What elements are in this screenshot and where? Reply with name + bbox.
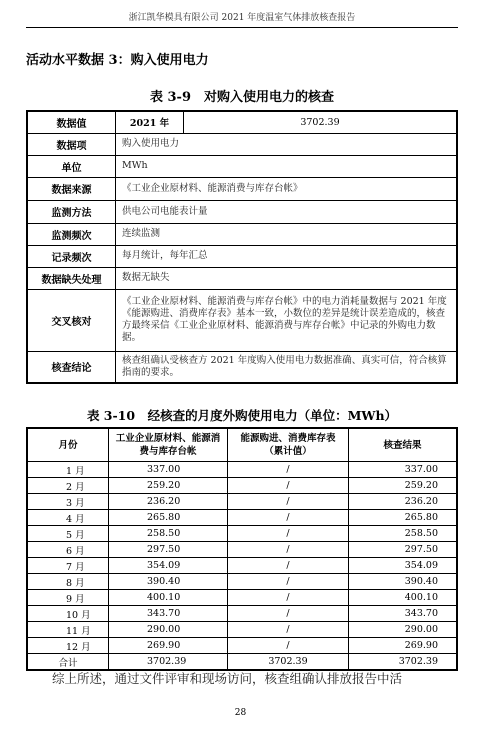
value-cell: 390.40 [109, 574, 228, 590]
value-cell: / [228, 462, 349, 478]
summary-paragraph: 综上所述，通过文件评审和现场访问，核查组确认排放报告中活 [52, 671, 403, 686]
value-cell: 337.00 [109, 462, 228, 478]
table-row [27, 351, 457, 383]
table-row [27, 133, 457, 155]
row-value: MWh [116, 155, 458, 177]
total-label: 合计 [27, 654, 109, 671]
value-cell: / [228, 478, 349, 494]
value-cell: 259.20 [349, 478, 458, 494]
row-label: 监测频次 [27, 223, 116, 245]
data-year: 2021 年 [116, 111, 184, 133]
row-value: 《工业企业原材料、能源消费与库存台帐》 [116, 177, 458, 200]
value-cell: 290.00 [109, 622, 228, 638]
value-cell: 236.20 [109, 494, 228, 510]
monthly-electricity-table [26, 427, 458, 671]
value-cell: / [228, 622, 349, 638]
month-cell: 8 月 [27, 574, 109, 590]
table-row [27, 494, 457, 510]
row-value: 购入使用电力 [116, 133, 458, 155]
table-row [27, 542, 457, 558]
table-row [27, 177, 457, 200]
month-cell: 4 月 [27, 510, 109, 526]
table-row [27, 462, 457, 478]
value-cell: 337.00 [349, 462, 458, 478]
value-cell: 400.10 [109, 590, 228, 606]
table-row [27, 200, 457, 223]
value-cell: 343.70 [349, 606, 458, 622]
row-label: 数据项 [27, 133, 116, 155]
table2-caption: 表 3-10 经核查的月度外购使用电力（单位：MWh） [86, 408, 398, 423]
row-label: 数据值 [27, 111, 116, 133]
column-header: 工业企业原材料、能源消费与库存台帐 [109, 428, 228, 462]
table-row [27, 574, 457, 590]
month-cell: 11 月 [27, 622, 109, 638]
value-cell: 400.10 [349, 590, 458, 606]
electricity-verification-table [26, 110, 458, 384]
table-row [27, 478, 457, 494]
table-row [27, 606, 457, 622]
value-cell: 297.50 [349, 542, 458, 558]
value-cell: 258.50 [109, 526, 228, 542]
value-cell: 265.80 [109, 510, 228, 526]
table-row [27, 289, 457, 351]
row-label: 交叉核对 [27, 289, 116, 351]
value-cell: / [228, 558, 349, 574]
row-label: 单位 [27, 155, 116, 177]
value-cell: 3702.39 [349, 654, 458, 671]
column-header: 能源购进、消费库存表（累计值） [228, 428, 349, 462]
value-cell: / [228, 526, 349, 542]
month-cell: 6 月 [27, 542, 109, 558]
value-cell: / [228, 510, 349, 526]
row-label: 数据缺失处理 [27, 267, 116, 289]
row-value: 每月统计，每年汇总 [116, 245, 458, 267]
value-cell: 269.90 [109, 638, 228, 654]
month-cell: 3 月 [27, 494, 109, 510]
value-cell: 390.40 [349, 574, 458, 590]
row-value: 连续监测 [116, 223, 458, 245]
column-header: 核查结果 [349, 428, 458, 462]
value-cell: 259.20 [109, 478, 228, 494]
value-cell: 343.70 [109, 606, 228, 622]
row-value: 《工业企业原材料、能源消费与库存台帐》中的电力消耗量数据与 2021 年度《能源购进、消费库存表》基本一致，小数位的差异是统计误差造成的，核查方最终采信《工业企业原材料、能源消费与库存台帐》中记录的外购电力数据。 [116, 289, 458, 351]
value-cell: 3702.39 [228, 654, 349, 671]
month-cell: 10 月 [27, 606, 109, 622]
value-cell: 354.09 [109, 558, 228, 574]
value-cell: 290.00 [349, 622, 458, 638]
table-row [27, 510, 457, 526]
month-cell: 5 月 [27, 526, 109, 542]
page-header: 浙江凯华模具有限公司 2021 年度温室气体排放核查报告 [26, 10, 458, 28]
table-row [27, 245, 457, 267]
row-label: 记录频次 [27, 245, 116, 267]
page-number: 28 [234, 708, 247, 718]
table-row [27, 638, 457, 654]
value-cell: / [228, 494, 349, 510]
value-cell: / [228, 590, 349, 606]
table-row [27, 622, 457, 638]
value-cell: / [228, 606, 349, 622]
section-title: 活动水平数据 3：购入使用电力 [26, 53, 209, 68]
value-cell: 265.80 [349, 510, 458, 526]
value-cell: 3702.39 [109, 654, 228, 671]
month-cell: 2 月 [27, 478, 109, 494]
row-label: 核查结论 [27, 351, 116, 383]
value-cell: / [228, 638, 349, 654]
value-cell: 354.09 [349, 558, 458, 574]
value-cell: 297.50 [109, 542, 228, 558]
row-value: 供电公司电能表计量 [116, 200, 458, 223]
table-row [27, 267, 457, 289]
table-row [27, 111, 457, 133]
row-label: 监测方法 [27, 200, 116, 223]
column-header: 月份 [27, 428, 109, 462]
row-label: 数据来源 [27, 177, 116, 200]
table-row [27, 526, 457, 542]
month-cell: 7 月 [27, 558, 109, 574]
row-value: 数据无缺失 [116, 267, 458, 289]
table-row [27, 155, 457, 177]
value-cell: 236.20 [349, 494, 458, 510]
value-cell: / [228, 574, 349, 590]
value-cell: 258.50 [349, 526, 458, 542]
table-row [27, 223, 457, 245]
month-cell: 9 月 [27, 590, 109, 606]
value-cell: 269.90 [349, 638, 458, 654]
value-cell: / [228, 542, 349, 558]
table-row [27, 590, 457, 606]
table-row [27, 558, 457, 574]
row-value: 核查组确认受核查方 2021 年度购入使用电力数据准确、真实可信，符合核算指南的要求。 [116, 351, 458, 383]
data-value: 3702.39 [184, 111, 458, 133]
month-cell: 12 月 [27, 638, 109, 654]
table-header-row [27, 428, 457, 462]
month-cell: 1 月 [27, 462, 109, 478]
table1-caption: 表 3-9 对购入使用电力的核查 [149, 90, 334, 105]
table-total-row [27, 654, 457, 671]
